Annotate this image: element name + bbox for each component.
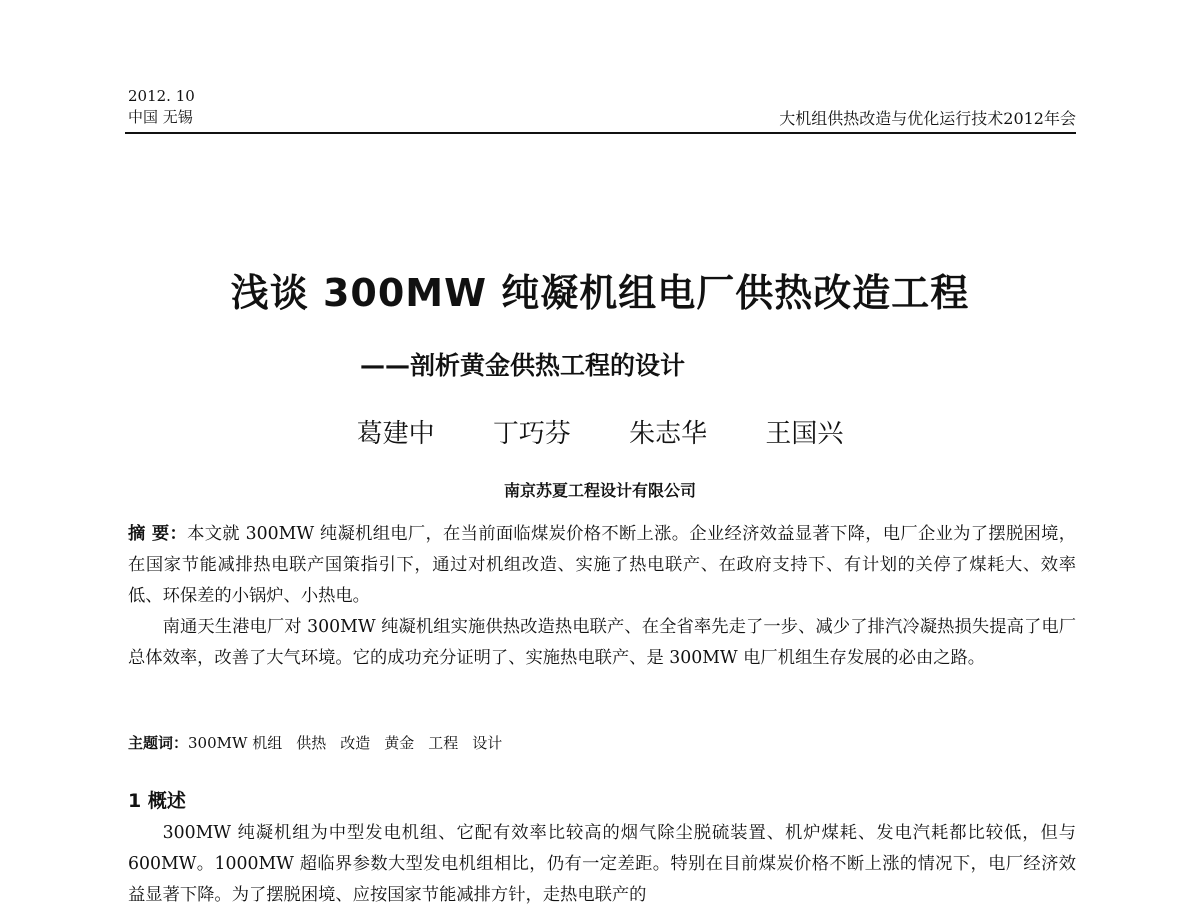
author: 朱志华 xyxy=(629,419,708,449)
paper-subtitle: ——剖析黄金供热工程的设计 xyxy=(360,351,686,380)
paper-title: 浅谈 300MW 纯凝机组电厂供热改造工程 xyxy=(230,271,970,315)
keyword: 设计 xyxy=(472,734,503,752)
author: 王国兴 xyxy=(765,419,844,449)
keywords xyxy=(128,732,516,753)
keyword: 供热 xyxy=(296,734,327,752)
keyword: 工程 xyxy=(428,734,459,752)
keyword: 300MW 机组 xyxy=(188,734,283,752)
section-paragraph: 300MW 纯凝机组为中型发电机组、它配有效率比较高的烟气除尘脱硫装置、机炉煤耗、发电汽耗都比较低，但与 600MW。1000MW 超临界参数大型发电机组相比，仍有一定差距。特别在目前煤炭价格不断上涨的情况下，电厂经济效益显著下降。为了摆脱困境、应按国家节能减排方针，走热电联产的 xyxy=(128,823,1076,905)
author: 丁巧芬 xyxy=(492,419,571,449)
header-date: 2012. 10 xyxy=(128,87,195,105)
abstract-label: 摘 要： xyxy=(128,524,188,544)
author-list xyxy=(0,413,1200,450)
abstract-text: 本文就 300MW 纯凝机组电厂，在当前面临煤炭价格不断上涨。企业经济效益显著下降，电厂企业为了摆脱困境，在国家节能减排热电联产国策指引下，通过对机组改造、实施了热电联产、在政府支持下、有计划的关停了煤耗大、效率低、环保差的小锅炉、小热电。 xyxy=(128,524,1076,606)
abstract-paragraph: 南通天生港电厂对 300MW 纯凝机组实施供热改造热电联产、在全省率先走了一步、减少了排汽冷凝热损失提高了电厂总体效率，改善了大气环境。它的成功充分证明了、实施热电联产、是 300MW 电厂机组生存发展的必由之路。 xyxy=(128,617,1076,668)
affiliation: 南京苏夏工程设计有限公司 xyxy=(503,481,696,500)
header-conference: 大机组供热改造与优化运行技术2012年会 xyxy=(779,109,1076,128)
keywords-label: 主题词： xyxy=(128,734,189,752)
abstract-paragraph xyxy=(128,519,1076,612)
section-body xyxy=(128,818,1076,911)
header-left xyxy=(128,86,195,128)
keyword: 黄金 xyxy=(384,734,415,752)
author: 葛建中 xyxy=(356,419,435,449)
section-heading: 1 概述 xyxy=(128,790,186,812)
keyword: 改造 xyxy=(340,734,371,752)
header-location: 中国 无锡 xyxy=(128,108,193,126)
abstract xyxy=(128,519,1076,674)
header-rule xyxy=(125,132,1076,134)
